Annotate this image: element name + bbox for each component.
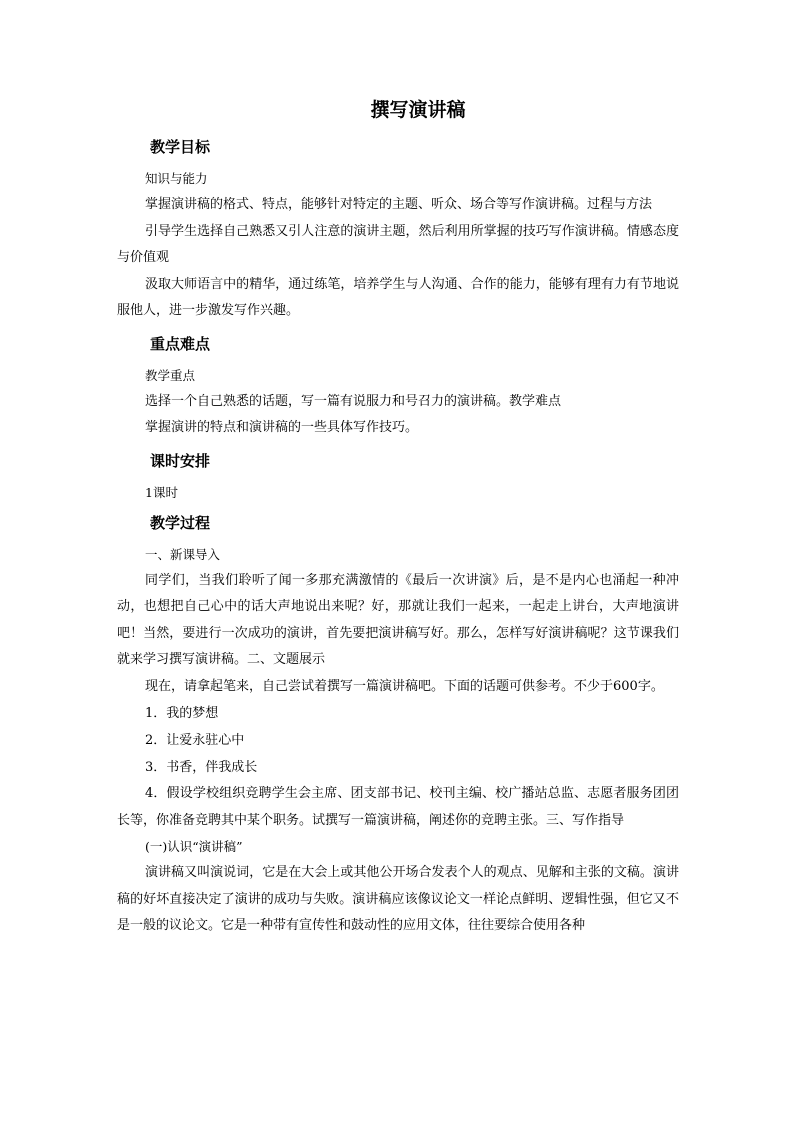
paragraph-process-3: 4．假设学校组织竞聘学生会主席、团支部书记、校刊主编、校广播站总监、志愿者服务团团长等，你准备竞聘其中某个职务。试撰写一篇演讲稿，阐述你的竞聘主张。三、写作指导 <box>117 786 679 828</box>
paragraph-process-1: 同学们，当我们聆听了闻一多那充满激情的《最后一次讲演》后，是不是内心也涌起一种冲动，也想把自己心中的话大声地说出来呢？好，那就让我们一起来，一起走上讲台，大声地演讲吧！当然，要进行一次成功的演讲，首先要把演讲稿写好。那么，怎样写好演讲稿呢？这节课我们就来学习撰写演讲稿。二、文题展示 <box>117 572 679 667</box>
subheading-know-speech: (一)认识“演讲稿” <box>145 839 243 854</box>
subheading-intro: 一、新课导入 <box>145 546 221 562</box>
paragraph-goal-2: 引导学生选择自己熟悉又引人注意的演讲主题，然后利用所掌握的技巧写作演讲稿。情感态度与价值观 <box>117 223 679 265</box>
document-body <box>117 96 679 940</box>
paragraph-key-2: 掌握演讲的特点和演讲稿的一些具体写作技巧。 <box>145 420 419 435</box>
list-item: 3．书香，伴我成长 <box>145 760 258 775</box>
paragraph-goal-1: 掌握演讲稿的格式、特点，能够针对特定的主题、听众、场合等写作演讲稿。过程与方法 <box>145 197 653 212</box>
list-item: 1．我的梦想 <box>145 706 219 721</box>
paragraph-process-4: 演讲稿又叫演说词，它是在大会上或其他公开场合发表个人的观点、见解和主张的文稿。演讲稿的好坏直接决定了演讲的成功与失败。演讲稿应该像议论文一样论点鲜明、逻辑性强，但它又不是一般的议论文。它是一种带有宣传性和鼓动性的应用文体，往往要综合使用各种 <box>117 865 679 933</box>
list-item: 2．让爱永驻心中 <box>145 733 245 748</box>
section-heading-process: 教学过程 <box>150 513 211 532</box>
paragraph-process-2: 现在，请拿起笔来，自己尝试着撰写一篇演讲稿吧。下面的话题可供参考。不少于600字。 <box>145 678 664 694</box>
document-title: 撰写演讲稿 <box>370 99 466 121</box>
section-heading-key: 重点难点 <box>150 334 211 353</box>
paragraph-key-1: 选择一个自己熟悉的话题，写一篇有说服力和号召力的演讲稿。教学难点 <box>145 393 562 409</box>
subheading-knowledge: 知识与能力 <box>145 171 208 186</box>
paragraph-goal-3: 汲取大师语言中的精华，通过练笔，培养学生与人沟通、合作的能力，能够有理有力有节地说服他人，进一步激发写作兴趣。 <box>117 276 679 318</box>
section-heading-goals: 教学目标 <box>150 138 211 156</box>
schedule-value: 1课时 <box>145 484 178 500</box>
section-heading-schedule: 课时安排 <box>150 451 211 470</box>
subheading-key-point: 教学重点 <box>145 367 196 383</box>
